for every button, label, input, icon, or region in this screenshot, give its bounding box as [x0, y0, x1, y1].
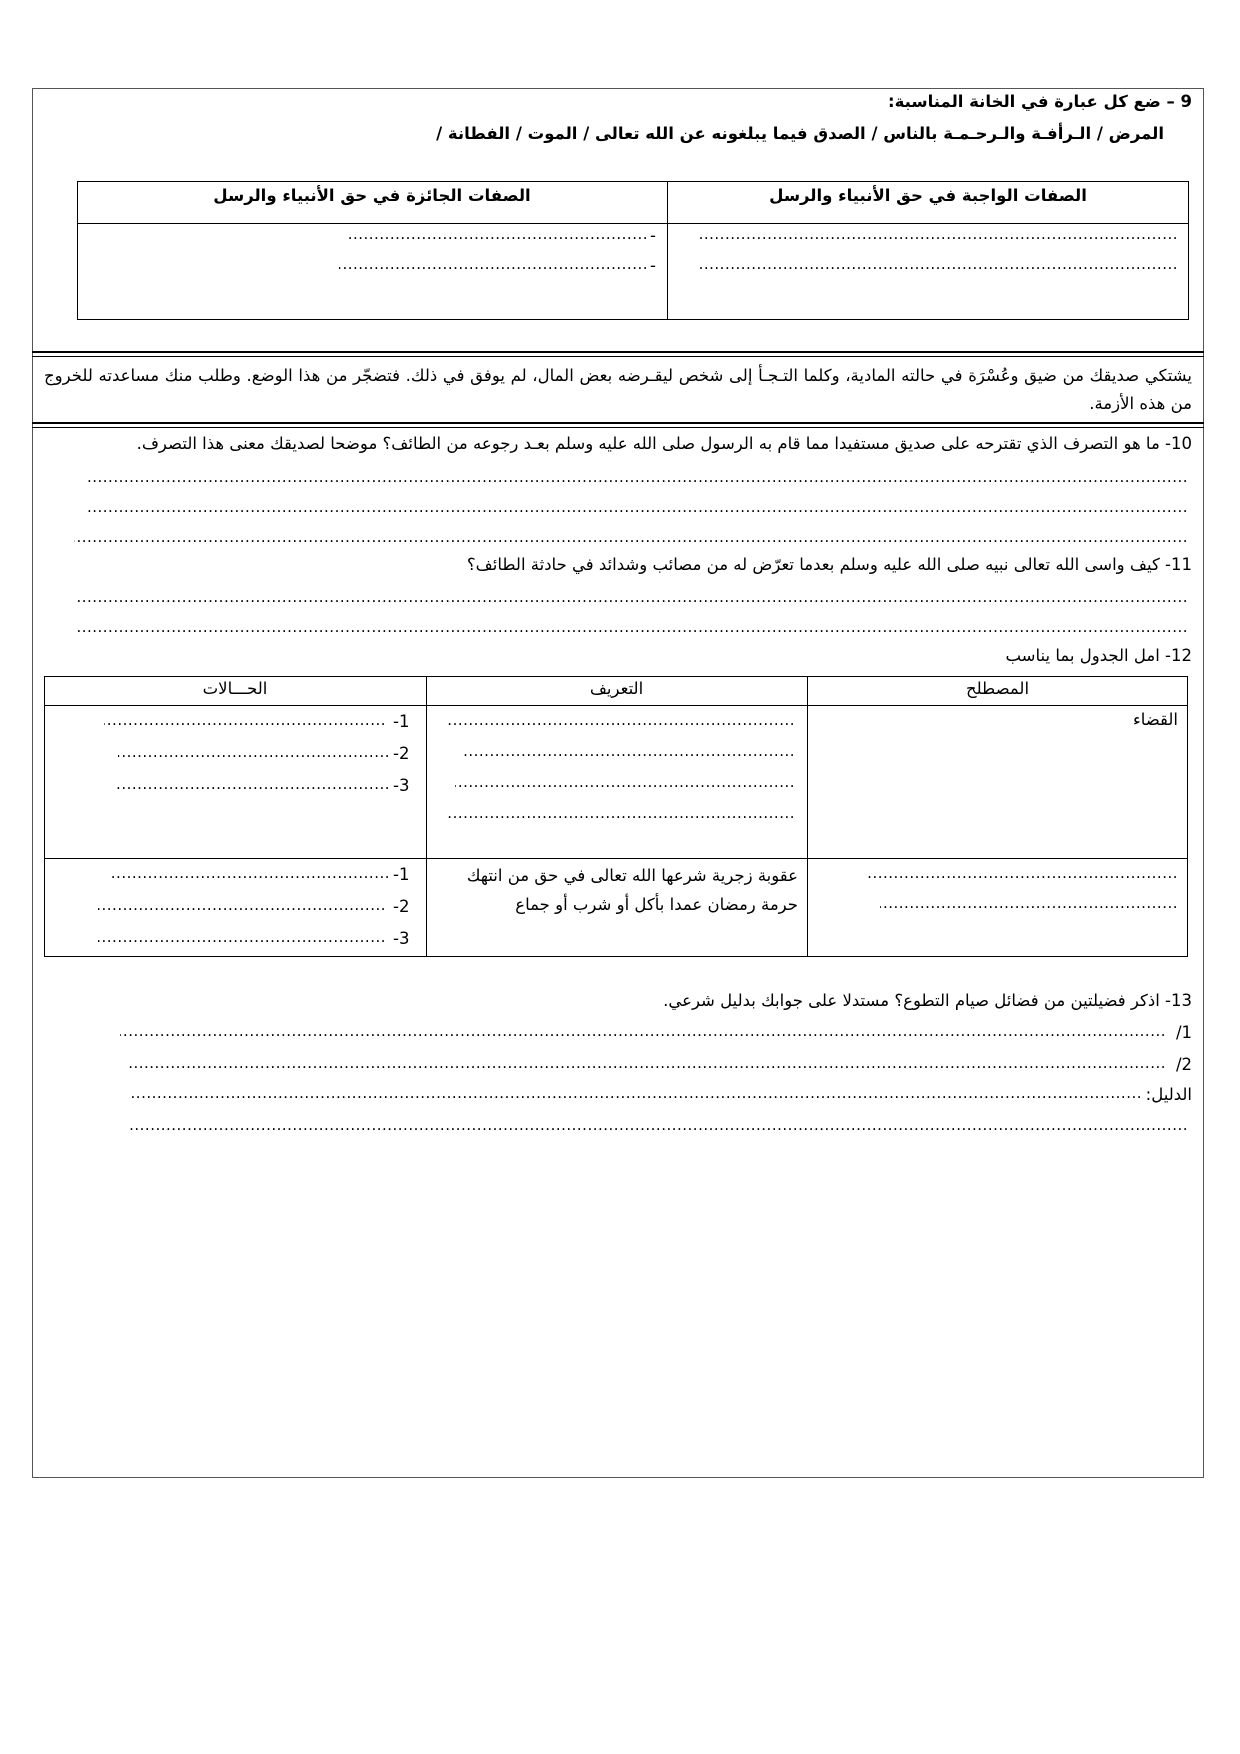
separator-bottom	[32, 422, 1204, 424]
q12-case-4-num: 1-	[393, 865, 410, 884]
q9-dash-2: -	[650, 256, 656, 275]
q12-definition-1-line-3[interactable]	[455, 783, 795, 793]
q12-header-definition: التعريف	[589, 679, 644, 698]
q11-answer-line-1[interactable]	[76, 598, 1188, 608]
q9-col-required-header: الصفات الواجبة في حق الأنبياء والرسل	[769, 186, 1087, 205]
q13-title: 13- اذكر فضيلتين من فضائل صيام التطوع؟ مستدلا على جوابك بدليل شرعي.	[663, 991, 1192, 1010]
q9-dash-1: -	[650, 226, 656, 245]
q9-options: المرض / الـرأفـة والـرحـمـة بالناس / الصدق فيما يبلغونه عن الله تعالى / الموت / الفطانة /	[436, 124, 1164, 143]
q12-case-5-line[interactable]	[98, 906, 386, 916]
q12-case-3-num: 3-	[393, 776, 410, 795]
q10-answer-line-2[interactable]	[88, 508, 1188, 518]
q12-term-2-line-2[interactable]	[880, 904, 1178, 914]
q9-title: 9 – ضع كل عبارة في الخانة المناسبة:	[888, 92, 1192, 111]
q9-required-answer-2[interactable]	[698, 265, 1178, 275]
separator-bottom-thin	[32, 427, 1204, 428]
q12-term-2-line-1[interactable]	[866, 874, 1178, 884]
q11-answer-line-2[interactable]	[76, 628, 1188, 638]
q9-required-answer-1[interactable]	[698, 235, 1178, 245]
q9-permissible-answer-1[interactable]	[346, 235, 648, 245]
q12-definition-1-line-1[interactable]	[447, 721, 795, 731]
q12-term-1: القضاء	[1132, 710, 1178, 729]
q12-case-6-line[interactable]	[98, 938, 386, 948]
q12-divider-1	[426, 676, 427, 957]
q13-evidence-label: الدليل:	[1145, 1085, 1192, 1104]
q12-case-2-line[interactable]	[118, 753, 390, 763]
q12-row-line	[44, 858, 1188, 859]
q13-item-1-label: /1	[1175, 1023, 1192, 1042]
q10-answer-line-1[interactable]	[88, 478, 1188, 488]
q12-header-term: المصطلح	[965, 679, 1030, 698]
q12-title: 12- امل الجدول بما يناسب	[1005, 646, 1192, 665]
q12-case-5-num: 2-	[393, 897, 410, 916]
q12-case-1-line[interactable]	[104, 721, 386, 731]
q13-evidence-line-2[interactable]	[128, 1126, 1188, 1136]
q10-answer-line-3[interactable]	[74, 538, 1188, 548]
q12-divider-2	[807, 676, 808, 957]
separator-top	[32, 351, 1204, 353]
q13-item-2-label: /2	[1175, 1055, 1192, 1074]
q12-definition-1-line-2[interactable]	[461, 752, 795, 762]
q10-question: 10- ما هو التصرف الذي تقترحه على صديق مستفيدا مما قام به الرسول صلى الله عليه وسلم بعـد رجوعه من الطائف؟ موضحا لصديقك معنى هذا التصرف.	[136, 434, 1192, 453]
q9-col-permissible-header: الصفات الجائزة في حق الأنبياء والرسل	[213, 186, 531, 205]
q13-evidence-line-1[interactable]	[130, 1094, 1142, 1104]
separator-top-thin	[32, 356, 1204, 357]
q9-permissible-answer-2[interactable]	[339, 265, 648, 275]
q12-case-3-line[interactable]	[114, 785, 390, 795]
q12-definition-1-line-4[interactable]	[447, 814, 795, 824]
q12-case-1-num: 1-	[393, 712, 410, 731]
q12-case-6-num: 3-	[393, 929, 410, 948]
q12-header-line	[44, 705, 1188, 706]
q9-table-header-line	[77, 223, 1189, 224]
q12-header-cases: الحـــالات	[202, 679, 268, 698]
q11-question: 11- كيف واسى الله تعالى نبيه صلى الله عليه وسلم بعدما تعرّض له من مصائب وشدائد في حادثة الطائف؟	[466, 555, 1192, 574]
q13-item-2-line[interactable]	[128, 1064, 1166, 1074]
scenario-text: يشتكي صديقك من ضيق وعُسْرَة في حالته المادية، وكلما التـجـأ إلى شخص ليقـرضه بعض المال، لم يوفق في ذلك. فتضجّر من هذا الوضع. وطلب منك مساعدته للخروج من هذه الأزمة.	[44, 366, 1192, 413]
q13-item-1-line[interactable]	[120, 1032, 1166, 1042]
q12-case-4-line[interactable]	[112, 874, 390, 884]
q12-case-2-num: 2-	[393, 744, 410, 763]
q12-definition-2: عقوبة زجرية شرعها الله تعالى في حق من انتهك حرمة رمضان عمدا بأكل أو شرب أو جماع	[466, 866, 798, 914]
